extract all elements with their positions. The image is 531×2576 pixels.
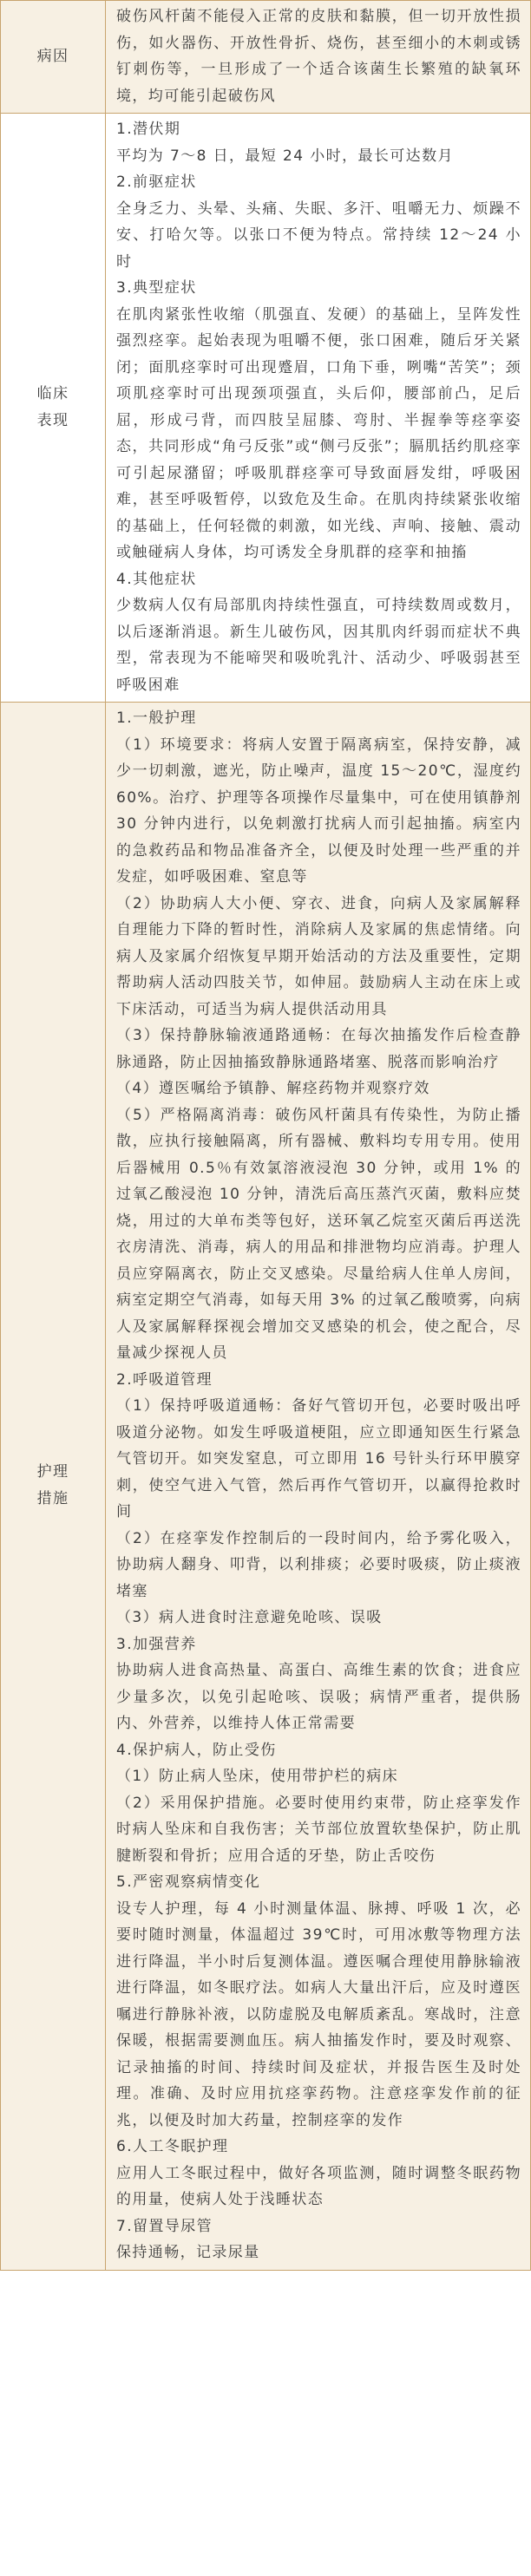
row-label-text: 表现 (36, 412, 69, 429)
row-label-clinical-manifestations (1, 114, 106, 703)
section-heading: 4.保护病人，防止受伤 (116, 1741, 277, 1759)
row-label-text: 病因 (36, 48, 69, 65)
content-paragraph: 协助病人进食高热量、高蛋白、高维生素的饮食；进食应少量多次，以免引起呛咳、误吸；病情严重者，提供肠内、外营养，以维持人体正常需要 (116, 1662, 521, 1732)
content-paragraph: 在肌肉紧张性收缩（肌强直、发硬）的基础上，呈阵发性强烈痉挛。起始表现为咀嚼不便，张口困难，随后牙关紧闭；面肌痉挛时可出现蹙眉，口角下垂，咧嘴“苦笑”；颈项肌痉挛时可出现颈项强直，头后仰，腰部前凸，足后屈，形成弓背，而四肢呈屈膝、弯肘、半握拳等痉挛姿态，共同形成“角弓反张”或“侧弓反张”；膈肌括约肌痉挛可引起尿潴留；呼吸肌群痉挛可导致面唇发绀，呼吸困难，甚至呼吸暂停，以致危及生命。在肌肉持续紧张收缩的基础上，任何轻微的刺激，如光线、声响、接触、震动或触碰病人身体，均可诱发全身肌群的痉挛和抽搐 (116, 305, 521, 561)
content-paragraph: （5）严格隔离消毒：破伤风杆菌具有传染性，为防止播散，应执行接触隔离，所有器械、敷料均专用专用。使用后器械用 0.5％有效氯溶液浸泡 30 分钟，或用 1% 的过氧乙酸浸泡 10 分钟，清洗后高压蒸汽灭菌，敷料应焚烧，用过的大单布类等包好，送环氧乙烷室灭菌后再送洗衣房清洗、消毒，病人的用品和排泄物均应消毒。护理人员应穿隔离衣，防止交叉感染。尽量给病人住单人房间，病室定期空气消毒，如每天用 3% 的过氧乙酸喷雾，向病人及家属解释探视会增加交叉感染的机会，使之配合，尽量减少探视人员 (116, 1106, 521, 1362)
section-heading: 6.人工冬眠护理 (116, 2138, 229, 2155)
row-content-etiology (106, 1, 531, 114)
row-label-text: 临床 (36, 385, 69, 402)
content-paragraph: 全身乏力、头晕、头痛、失眠、多汗、咀嚼无力、烦躁不安、打哈欠等。以张口不便为特点。常持续 12～24 小时 (116, 199, 521, 271)
content-paragraph: （3）保持静脉输液通路通畅：在每次抽搐发作后检查静脉通路，防止因抽搐致静脉通路堵塞、脱落而影响治疗 (116, 1027, 521, 1071)
row-content-nursing-measures (106, 703, 531, 2271)
row-label-etiology (1, 1, 106, 114)
section-heading: 1.一般护理 (116, 709, 197, 727)
section-heading: 2.呼吸道管理 (116, 1370, 213, 1389)
content-paragraph: （2）在痉挛发作控制后的一段时间内，给予雾化吸入，协助病人翻身、叩背，以利排痰；必要时吸痰，防止痰液堵塞 (116, 1529, 521, 1600)
content-paragraph: 破伤风杆菌不能侵入正常的皮肤和黏膜，但一切开放性损伤，如火器伤、开放性骨折、烧伤，甚至细小的木刺或锈钉刺伤等，一旦形成了一个适合该菌生长繁殖的缺氧环境，均可能引起破伤风 (116, 8, 521, 105)
row-label-text: 措施 (36, 1490, 69, 1508)
content-paragraph: （4）遵医嘱给予镇静、解痉药物并观察疗效 (116, 1080, 430, 1097)
section-heading: 7.留置导尿管 (116, 2217, 213, 2235)
table-row-nursing-measures (1, 703, 531, 2271)
content-paragraph: 保持通畅，记录尿量 (116, 2244, 260, 2261)
content-paragraph: 少数病人仅有局部肌肉持续性强直，可持续数周或数月，以后逐渐消退。新生儿破伤风，因其肌肉纤弱而症状不典型，常表现为不能啼哭和吸吮乳汁、活动少、呼吸弱甚至呼吸困难 (116, 597, 521, 694)
content-paragraph: （2）采用保护措施。必要时使用约束带，防止痉挛发作时病人坠床和自我伤害；关节部位放置软垫保护，防止肌腱断裂和骨折；应用合适的牙垫，防止舌咬伤 (116, 1794, 521, 1865)
row-content-clinical-manifestations (106, 114, 531, 703)
content-paragraph: （1）保持呼吸道通畅：备好气管切开包，必要时吸出呼吸道分泌物。如发生呼吸道梗阻，应立即通知医生行紧急气管切开。如突发窒息，可立即用 16 号针头行环甲膜穿刺，使空气进入气管，然后再作气管切开，以赢得抢救时间 (116, 1397, 521, 1520)
section-heading: 5.严密观察病情变化 (116, 1873, 261, 1891)
content-paragraph: （3）病人进食时注意避免呛咳、误吸 (116, 1609, 383, 1626)
content-paragraph: 平均为 7～8 日，最短 24 小时，最长可达数月 (116, 147, 454, 165)
table-row-etiology (1, 1, 531, 114)
table-row-clinical-manifestations (1, 114, 531, 703)
row-label-text: 护理 (36, 1463, 69, 1481)
content-paragraph: （1）环境要求：将病人安置于隔离病室，保持安静，减少一切刺激，遮光，防止噪声，温度 15～20℃，湿度约 60%。治疗、护理等各项操作尽量集中，可在使用镇静剂 30 分钟内进行，以免刺激打扰病人而引起抽搐。病室内的急救药品和物品准备齐全，以便及时处理一些严重的并发症，如呼吸困难、窒息等 (116, 736, 521, 886)
section-heading: 3.加强营养 (116, 1635, 197, 1653)
section-heading: 1.潜伏期 (116, 121, 181, 138)
content-paragraph: 设专人护理，每 4 小时测量体温、脉搏、呼吸 1 次，必要时随时测量，体温超过 39℃时，可用冰敷等物理方法进行降温，半小时后复测体温。遵医嘱合理使用静脉输液进行降温，如冬眠疗法。如病人大量出汗后，应及时遵医嘱进行静脉补液，以防虚脱及电解质紊乱。寒战时，注意保暖，根据需要测血压。病人抽搐发作时，要及时观察、记录抽搐的时间、持续时间及症状，并报告医生及时处理。准确、及时应用抗痉挛药物。注意痉挛发作前的征兆，以便及时加大药量，控制痉挛的发作 (116, 1899, 521, 2129)
content-paragraph: （1）防止病人坠床，使用带护栏的病床 (116, 1768, 399, 1785)
section-heading: 2.前驱症状 (116, 173, 197, 191)
section-heading: 3.典型症状 (116, 279, 197, 297)
content-paragraph: （2）协助病人大小便、穿衣、进食，向病人及家属解释自理能力下降的暂时性，消除病人及家属的焦虑情绪。向病人及家属介绍恢复早期开始活动的方法及重要性，定期帮助病人活动四肢关节，如伸屈。鼓励病人主动在床上或下床活动，可适当为病人提供活动用具 (116, 894, 521, 1018)
section-heading: 4.其他症状 (116, 570, 197, 588)
content-paragraph: 应用人工冬眠过程中，做好各项监测，随时调整冬眠药物的用量，使病人处于浅睡状态 (116, 2164, 521, 2208)
row-label-nursing-measures (1, 703, 106, 2271)
